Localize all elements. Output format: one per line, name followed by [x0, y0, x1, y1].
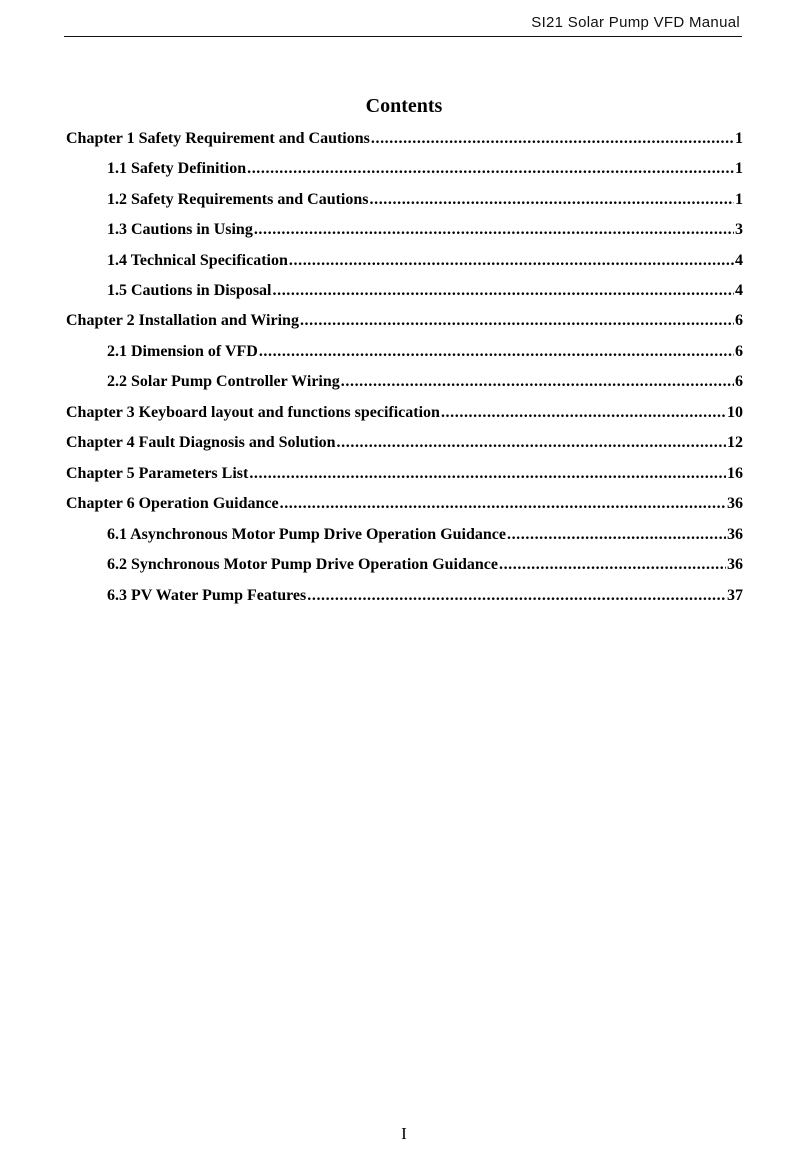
- toc-title: Contents: [365, 95, 443, 117]
- toc-dot-leader: [370, 188, 735, 212]
- toc-entry-page: 1: [735, 160, 743, 177]
- toc-entry-page: 6: [735, 373, 743, 390]
- toc-dot-leader: [280, 492, 726, 516]
- toc-entry-page: 36: [727, 556, 743, 573]
- toc-entry-page: 4: [735, 252, 743, 269]
- toc-entry-page: 12: [727, 434, 743, 451]
- toc-dot-leader: [441, 401, 726, 425]
- toc-entry[interactable]: [66, 462, 743, 486]
- toc-dot-leader: [337, 431, 726, 455]
- toc-entry-label: 1.3 Cautions in Using: [107, 221, 253, 238]
- toc-entry[interactable]: [107, 553, 743, 577]
- toc-entry-page: 3: [735, 221, 743, 238]
- toc-dot-leader: [289, 249, 734, 273]
- toc-entry-label: 6.2 Synchronous Motor Pump Drive Operation Guidance: [107, 556, 498, 573]
- toc-entry-page: 16: [727, 465, 743, 482]
- toc-entry[interactable]: [66, 431, 743, 455]
- toc-entry-page: 6: [735, 312, 743, 329]
- toc-entry-label: 1.4 Technical Specification: [107, 252, 288, 269]
- toc-dot-leader: [300, 309, 734, 333]
- toc-dot-leader: [499, 553, 726, 577]
- toc-entry-page: 4: [735, 282, 743, 299]
- toc-dot-leader: [307, 584, 726, 608]
- toc-dot-leader: [247, 157, 734, 181]
- toc-entry-label: Chapter 6 Operation Guidance: [66, 495, 279, 512]
- toc-entry[interactable]: [107, 218, 743, 242]
- toc-entry[interactable]: [107, 340, 743, 364]
- toc-dot-leader: [259, 340, 734, 364]
- toc-entry[interactable]: [66, 127, 743, 151]
- page-number: I: [401, 1124, 407, 1143]
- toc-dot-leader: [273, 279, 735, 303]
- toc-entry[interactable]: [66, 492, 743, 516]
- toc-entry[interactable]: [107, 157, 743, 181]
- toc-entry-page: 1: [735, 191, 743, 208]
- toc-entry[interactable]: [107, 249, 743, 273]
- toc-entry-label: 2.1 Dimension of VFD: [107, 343, 258, 360]
- toc-entry-label: Chapter 5 Parameters List: [66, 465, 249, 482]
- toc-entry[interactable]: [107, 523, 743, 547]
- toc-entry-label: 6.3 PV Water Pump Features: [107, 587, 307, 604]
- toc-entry-label: Chapter 3 Keyboard layout and functions specification: [66, 404, 440, 421]
- toc-dot-leader: [254, 218, 734, 242]
- toc-entry[interactable]: [107, 188, 743, 212]
- toc-entry[interactable]: [107, 279, 743, 303]
- header-rule: [64, 36, 742, 37]
- toc-entry-label: 2.2 Solar Pump Controller Wiring: [107, 373, 340, 390]
- toc-entry-page: 6: [735, 343, 743, 360]
- toc-entry-page: 1: [735, 130, 743, 147]
- toc-dot-leader: [371, 127, 734, 151]
- toc-entry[interactable]: [66, 401, 743, 425]
- toc-entry[interactable]: [66, 309, 743, 333]
- toc-entry-label: 1.5 Cautions in Disposal: [107, 282, 272, 299]
- toc-entry-label: 6.1 Asynchronous Motor Pump Drive Operation Guidance: [107, 526, 506, 543]
- toc-dot-leader: [341, 370, 734, 394]
- toc-entry[interactable]: [107, 370, 743, 394]
- toc-entry[interactable]: [107, 584, 743, 608]
- toc-entry-page: 36: [727, 526, 743, 543]
- toc-entry-page: 37: [727, 587, 743, 604]
- toc-entry-label: Chapter 1 Safety Requirement and Cautions: [66, 130, 370, 147]
- toc-dot-leader: [507, 523, 726, 547]
- toc-entry-label: Chapter 4 Fault Diagnosis and Solution: [66, 434, 336, 451]
- toc-dot-leader: [249, 462, 726, 486]
- toc-entry-label: Chapter 2 Installation and Wiring: [66, 312, 299, 329]
- toc-entry-page: 10: [727, 404, 743, 421]
- toc-entry-page: 36: [727, 495, 743, 512]
- running-header: SI21 Solar Pump VFD Manual: [531, 14, 740, 31]
- toc-entry-label: 1.1 Safety Definition: [107, 160, 247, 177]
- toc-entry-label: 1.2 Safety Requirements and Cautions: [107, 191, 369, 208]
